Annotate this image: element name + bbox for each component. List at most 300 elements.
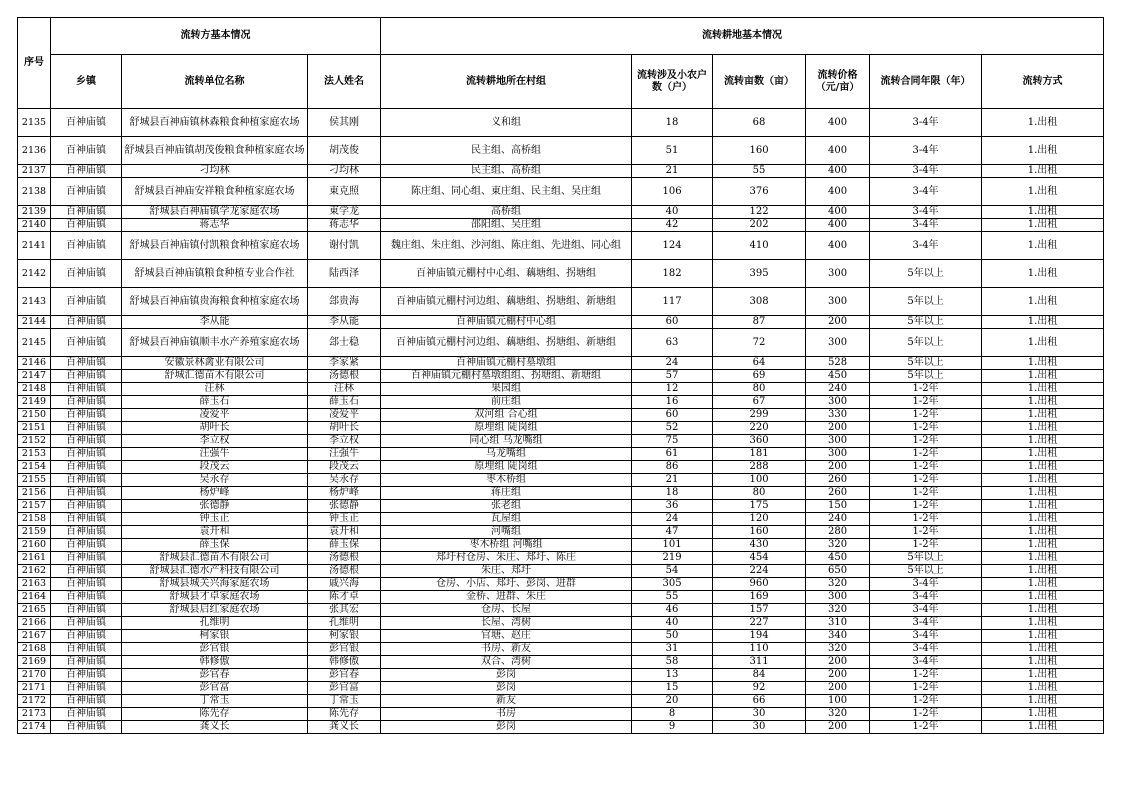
cell-legal-person: 钟玉正 [308, 513, 381, 526]
cell-method: 1.出租 [982, 137, 1104, 165]
cell-legal-person: 凌爱平 [308, 409, 381, 422]
cell-method: 1.出租 [982, 409, 1104, 422]
cell-town: 百神庙镇 [51, 695, 122, 708]
header-households: 流转涉及小农户数（户） [632, 55, 713, 109]
cell-legal-person: 胡叶长 [308, 422, 381, 435]
cell-seq: 2138 [18, 178, 51, 206]
cell-method: 1.出租 [982, 109, 1104, 137]
cell-households: 18 [632, 109, 713, 137]
cell-method: 1.出租 [982, 396, 1104, 409]
cell-term: 1-2年 [870, 682, 982, 695]
cell-seq: 2145 [18, 329, 51, 357]
cell-seq: 2164 [18, 591, 51, 604]
cell-unit-name: 舒城县汇德水产科技有限公司 [122, 565, 308, 578]
cell-seq: 2165 [18, 604, 51, 617]
cell-town: 百神庙镇 [51, 329, 122, 357]
cell-method: 1.出租 [982, 165, 1104, 178]
cell-term: 3-4年 [870, 604, 982, 617]
cell-price: 200 [806, 316, 870, 329]
cell-village-group: 枣木桥组 河嘴组 [381, 539, 632, 552]
table-row [18, 630, 1104, 643]
cell-price: 300 [806, 329, 870, 357]
cell-method: 1.出租 [982, 316, 1104, 329]
cell-term: 1-2年 [870, 422, 982, 435]
table-row [18, 165, 1104, 178]
table-row [18, 137, 1104, 165]
cell-term: 5年以上 [870, 288, 982, 316]
table-row [18, 656, 1104, 669]
cell-term: 1-2年 [870, 513, 982, 526]
cell-seq: 2140 [18, 219, 51, 232]
cell-area: 960 [713, 578, 806, 591]
cell-price: 340 [806, 630, 870, 643]
table-row [18, 513, 1104, 526]
cell-area: 84 [713, 669, 806, 682]
table-row [18, 591, 1104, 604]
cell-unit-name: 彭官银 [122, 643, 308, 656]
cell-price: 200 [806, 422, 870, 435]
cell-households: 42 [632, 219, 713, 232]
cell-seq: 2155 [18, 474, 51, 487]
cell-term: 1-2年 [870, 474, 982, 487]
cell-legal-person: 汪强牛 [308, 448, 381, 461]
cell-method: 1.出租 [982, 565, 1104, 578]
cell-term: 5年以上 [870, 329, 982, 357]
cell-legal-person: 韩修傲 [308, 656, 381, 669]
table-row [18, 422, 1104, 435]
table-row [18, 552, 1104, 565]
cell-term: 3-4年 [870, 630, 982, 643]
cell-village-group: 新友 [381, 695, 632, 708]
cell-village-group: 双河组 合心组 [381, 409, 632, 422]
cell-town: 百神庙镇 [51, 219, 122, 232]
cell-unit-name: 舒城县百神庙镇贵海粮食种植家庭农场 [122, 288, 308, 316]
cell-unit-name: 丁常玉 [122, 695, 308, 708]
cell-unit-name: 段茂云 [122, 461, 308, 474]
cell-price: 528 [806, 357, 870, 370]
cell-price: 400 [806, 232, 870, 260]
cell-term: 5年以上 [870, 316, 982, 329]
cell-area: 30 [713, 708, 806, 721]
cell-price: 320 [806, 539, 870, 552]
cell-term: 3-4年 [870, 591, 982, 604]
land-transfer-table [17, 17, 1104, 734]
cell-seq: 2150 [18, 409, 51, 422]
cell-price: 650 [806, 565, 870, 578]
cell-town: 百神庙镇 [51, 370, 122, 383]
cell-seq: 2161 [18, 552, 51, 565]
cell-area: 120 [713, 513, 806, 526]
cell-households: 47 [632, 526, 713, 539]
cell-unit-name: 薛玉石 [122, 396, 308, 409]
cell-method: 1.出租 [982, 617, 1104, 630]
cell-village-group: 百神庙镇元棚村墓墩组组、拐塘组、新塘组 [381, 370, 632, 383]
cell-households: 55 [632, 591, 713, 604]
cell-area: 64 [713, 357, 806, 370]
cell-method: 1.出租 [982, 487, 1104, 500]
cell-households: 31 [632, 643, 713, 656]
cell-unit-name: 钟玉正 [122, 513, 308, 526]
cell-town: 百神庙镇 [51, 435, 122, 448]
table-row [18, 232, 1104, 260]
table-row [18, 409, 1104, 422]
cell-method: 1.出租 [982, 383, 1104, 396]
cell-town: 百神庙镇 [51, 565, 122, 578]
cell-term: 5年以上 [870, 260, 982, 288]
table-row [18, 604, 1104, 617]
cell-village-group: 张老组 [381, 500, 632, 513]
table-row [18, 435, 1104, 448]
cell-area: 410 [713, 232, 806, 260]
cell-area: 66 [713, 695, 806, 708]
cell-method: 1.出租 [982, 206, 1104, 219]
cell-legal-person: 谢付凯 [308, 232, 381, 260]
cell-unit-name: 舒城县百神庙镇顺丰水产养殖家庭农场 [122, 329, 308, 357]
cell-area: 160 [713, 526, 806, 539]
cell-households: 40 [632, 206, 713, 219]
cell-price: 200 [806, 682, 870, 695]
cell-seq: 2169 [18, 656, 51, 669]
cell-term: 1-2年 [870, 708, 982, 721]
cell-households: 63 [632, 329, 713, 357]
cell-seq: 2144 [18, 316, 51, 329]
cell-price: 300 [806, 396, 870, 409]
cell-village-group: 民主组、高桥组 [381, 137, 632, 165]
cell-village-group: 魏庄组、朱庄组、沙河组、陈庄组、先进组、同心组 [381, 232, 632, 260]
cell-price: 200 [806, 669, 870, 682]
cell-village-group: 民主组、高桥组 [381, 165, 632, 178]
cell-town: 百神庙镇 [51, 474, 122, 487]
cell-area: 227 [713, 617, 806, 630]
cell-unit-name: 舒城县百神庙镇付凯粮食种植家庭农场 [122, 232, 308, 260]
cell-unit-name: 陈先存 [122, 708, 308, 721]
cell-price: 320 [806, 708, 870, 721]
cell-area: 169 [713, 591, 806, 604]
cell-area: 311 [713, 656, 806, 669]
cell-seq: 2148 [18, 383, 51, 396]
cell-area: 55 [713, 165, 806, 178]
cell-area: 68 [713, 109, 806, 137]
cell-area: 72 [713, 329, 806, 357]
cell-households: 46 [632, 604, 713, 617]
cell-area: 395 [713, 260, 806, 288]
cell-village-group: 朱庄、郑圩 [381, 565, 632, 578]
cell-households: 8 [632, 708, 713, 721]
cell-households: 40 [632, 617, 713, 630]
cell-price: 240 [806, 513, 870, 526]
cell-village-group: 百神庙镇元棚村中心组 [381, 316, 632, 329]
header-term: 流转合同年限（年） [870, 55, 982, 109]
cell-price: 400 [806, 178, 870, 206]
cell-households: 54 [632, 565, 713, 578]
cell-seq: 2173 [18, 708, 51, 721]
table-row [18, 219, 1104, 232]
cell-legal-person: 薛玉保 [308, 539, 381, 552]
header-unit-name: 流转单位名称 [122, 55, 308, 109]
cell-method: 1.出租 [982, 630, 1104, 643]
cell-term: 5年以上 [870, 357, 982, 370]
cell-method: 1.出租 [982, 260, 1104, 288]
cell-area: 299 [713, 409, 806, 422]
cell-area: 224 [713, 565, 806, 578]
cell-method: 1.出租 [982, 422, 1104, 435]
table-row [18, 357, 1104, 370]
header-method: 流转方式 [982, 55, 1104, 109]
table-row [18, 461, 1104, 474]
cell-method: 1.出租 [982, 474, 1104, 487]
cell-legal-person: 蒋志华 [308, 219, 381, 232]
cell-households: 50 [632, 630, 713, 643]
cell-term: 3-4年 [870, 578, 982, 591]
cell-legal-person: 胡茂俊 [308, 137, 381, 165]
cell-method: 1.出租 [982, 526, 1104, 539]
cell-method: 1.出租 [982, 643, 1104, 656]
cell-village-group: 彭岗 [381, 682, 632, 695]
cell-price: 310 [806, 617, 870, 630]
cell-method: 1.出租 [982, 357, 1104, 370]
table-row [18, 578, 1104, 591]
cell-term: 1-2年 [870, 448, 982, 461]
cell-term: 1-2年 [870, 435, 982, 448]
cell-town: 百神庙镇 [51, 409, 122, 422]
cell-price: 320 [806, 643, 870, 656]
cell-price: 400 [806, 219, 870, 232]
cell-households: 13 [632, 669, 713, 682]
cell-unit-name: 吴永存 [122, 474, 308, 487]
cell-unit-name: 舒城县百神庙镇林森粮食种植家庭农场 [122, 109, 308, 137]
table-row [18, 643, 1104, 656]
cell-method: 1.出租 [982, 329, 1104, 357]
header-seq: 序号 [18, 18, 51, 109]
cell-area: 67 [713, 396, 806, 409]
cell-term: 1-2年 [870, 721, 982, 734]
cell-area: 30 [713, 721, 806, 734]
cell-village-group: 百神庙镇元棚村河边组、藕塘组、拐塘组、新塘组 [381, 288, 632, 316]
cell-price: 450 [806, 552, 870, 565]
cell-village-group: 官塘、赵庄 [381, 630, 632, 643]
cell-method: 1.出租 [982, 448, 1104, 461]
cell-price: 300 [806, 448, 870, 461]
cell-households: 36 [632, 500, 713, 513]
table-row [18, 682, 1104, 695]
cell-legal-person: 彭官富 [308, 682, 381, 695]
cell-price: 320 [806, 578, 870, 591]
cell-legal-person: 刁均林 [308, 165, 381, 178]
cell-town: 百神庙镇 [51, 165, 122, 178]
cell-unit-name: 韩修傲 [122, 656, 308, 669]
header-group-land: 流转耕地基本情况 [381, 18, 1104, 55]
cell-method: 1.出租 [982, 370, 1104, 383]
cell-term: 5年以上 [870, 552, 982, 565]
cell-area: 160 [713, 137, 806, 165]
table-row [18, 448, 1104, 461]
cell-village-group: 瓦屋组 [381, 513, 632, 526]
cell-term: 3-4年 [870, 206, 982, 219]
cell-method: 1.出租 [982, 178, 1104, 206]
cell-area: 220 [713, 422, 806, 435]
cell-unit-name: 蒋志华 [122, 219, 308, 232]
table-row [18, 288, 1104, 316]
cell-price: 200 [806, 656, 870, 669]
cell-legal-person: 薛玉石 [308, 396, 381, 409]
cell-town: 百神庙镇 [51, 708, 122, 721]
cell-term: 3-4年 [870, 232, 982, 260]
cell-unit-name: 李立权 [122, 435, 308, 448]
cell-term: 1-2年 [870, 383, 982, 396]
cell-village-group: 郑圩村仓房、朱庄、郑圩、陈庄 [381, 552, 632, 565]
cell-price: 100 [806, 695, 870, 708]
cell-term: 1-2年 [870, 396, 982, 409]
cell-seq: 2163 [18, 578, 51, 591]
cell-area: 194 [713, 630, 806, 643]
cell-seq: 2172 [18, 695, 51, 708]
cell-households: 51 [632, 137, 713, 165]
cell-area: 430 [713, 539, 806, 552]
cell-method: 1.出租 [982, 604, 1104, 617]
cell-seq: 2174 [18, 721, 51, 734]
cell-legal-person: 東克照 [308, 178, 381, 206]
cell-unit-name: 汪林 [122, 383, 308, 396]
cell-households: 58 [632, 656, 713, 669]
cell-seq: 2153 [18, 448, 51, 461]
cell-village-group: 邵阳组、吴庄组 [381, 219, 632, 232]
cell-area: 69 [713, 370, 806, 383]
cell-area: 175 [713, 500, 806, 513]
cell-households: 219 [632, 552, 713, 565]
cell-unit-name: 柯家银 [122, 630, 308, 643]
cell-legal-person: 龚义长 [308, 721, 381, 734]
cell-village-group: 乌龙嘴组 [381, 448, 632, 461]
cell-village-group: 原埋组 陡岗组 [381, 422, 632, 435]
cell-price: 150 [806, 500, 870, 513]
cell-legal-person: 李家紧 [308, 357, 381, 370]
cell-unit-name: 李从能 [122, 316, 308, 329]
cell-term: 1-2年 [870, 526, 982, 539]
cell-legal-person: 张德静 [308, 500, 381, 513]
cell-method: 1.出租 [982, 656, 1104, 669]
cell-method: 1.出租 [982, 708, 1104, 721]
cell-area: 376 [713, 178, 806, 206]
cell-households: 61 [632, 448, 713, 461]
cell-term: 5年以上 [870, 370, 982, 383]
cell-price: 400 [806, 109, 870, 137]
cell-term: 1-2年 [870, 500, 982, 513]
cell-price: 260 [806, 487, 870, 500]
cell-term: 3-4年 [870, 617, 982, 630]
cell-households: 21 [632, 165, 713, 178]
cell-legal-person: 彭官春 [308, 669, 381, 682]
cell-village-group: 义和组 [381, 109, 632, 137]
table-row [18, 206, 1104, 219]
cell-price: 400 [806, 206, 870, 219]
cell-households: 106 [632, 178, 713, 206]
cell-seq: 2135 [18, 109, 51, 137]
cell-price: 260 [806, 474, 870, 487]
cell-unit-name: 杨炉峰 [122, 487, 308, 500]
cell-households: 9 [632, 721, 713, 734]
cell-legal-person: 汤德根 [308, 565, 381, 578]
cell-households: 124 [632, 232, 713, 260]
table-row [18, 539, 1104, 552]
cell-legal-person: 陆西泽 [308, 260, 381, 288]
cell-method: 1.出租 [982, 232, 1104, 260]
cell-seq: 2156 [18, 487, 51, 500]
cell-legal-person: 丁常玉 [308, 695, 381, 708]
table-row [18, 695, 1104, 708]
table-body [18, 109, 1104, 734]
cell-town: 百神庙镇 [51, 448, 122, 461]
cell-village-group: 河嘴组 [381, 526, 632, 539]
cell-area: 288 [713, 461, 806, 474]
cell-unit-name: 龚义长 [122, 721, 308, 734]
cell-town: 百神庙镇 [51, 500, 122, 513]
cell-term: 3-4年 [870, 219, 982, 232]
cell-village-group: 彭岗 [381, 721, 632, 734]
table-row [18, 526, 1104, 539]
cell-area: 110 [713, 643, 806, 656]
cell-town: 百神庙镇 [51, 604, 122, 617]
cell-price: 300 [806, 288, 870, 316]
cell-area: 92 [713, 682, 806, 695]
cell-households: 15 [632, 682, 713, 695]
table-row [18, 178, 1104, 206]
cell-legal-person: 彭官银 [308, 643, 381, 656]
cell-price: 320 [806, 604, 870, 617]
cell-legal-person: 袁开和 [308, 526, 381, 539]
cell-term: 5年以上 [870, 565, 982, 578]
cell-village-group: 百神庙镇元棚村中心组、藕塘组、拐塘组 [381, 260, 632, 288]
cell-method: 1.出租 [982, 591, 1104, 604]
cell-village-group: 仓房、小店、郑圩、彭岗、进群 [381, 578, 632, 591]
table-row [18, 708, 1104, 721]
cell-town: 百神庙镇 [51, 461, 122, 474]
cell-town: 百神庙镇 [51, 109, 122, 137]
cell-price: 240 [806, 383, 870, 396]
cell-area: 308 [713, 288, 806, 316]
cell-seq: 2137 [18, 165, 51, 178]
table-row [18, 474, 1104, 487]
cell-legal-person: 杨炉峰 [308, 487, 381, 500]
cell-households: 20 [632, 695, 713, 708]
cell-term: 1-2年 [870, 695, 982, 708]
cell-area: 181 [713, 448, 806, 461]
cell-area: 122 [713, 206, 806, 219]
cell-town: 百神庙镇 [51, 591, 122, 604]
header-area: 流转亩数（亩） [713, 55, 806, 109]
cell-method: 1.出租 [982, 578, 1104, 591]
cell-town: 百神庙镇 [51, 617, 122, 630]
cell-households: 52 [632, 422, 713, 435]
cell-seq: 2170 [18, 669, 51, 682]
cell-legal-person: 李立权 [308, 435, 381, 448]
cell-households: 60 [632, 409, 713, 422]
table-header [18, 18, 1104, 109]
cell-unit-name: 薛玉保 [122, 539, 308, 552]
cell-term: 3-4年 [870, 165, 982, 178]
cell-legal-person: 柯家银 [308, 630, 381, 643]
cell-legal-person: 汤德根 [308, 552, 381, 565]
cell-seq: 2151 [18, 422, 51, 435]
cell-town: 百神庙镇 [51, 396, 122, 409]
cell-town: 百神庙镇 [51, 539, 122, 552]
cell-price: 300 [806, 260, 870, 288]
cell-households: 86 [632, 461, 713, 474]
cell-village-group: 书房 [381, 708, 632, 721]
cell-village-group: 高桥组 [381, 206, 632, 219]
cell-town: 百神庙镇 [51, 137, 122, 165]
cell-price: 400 [806, 137, 870, 165]
cell-term: 3-4年 [870, 109, 982, 137]
